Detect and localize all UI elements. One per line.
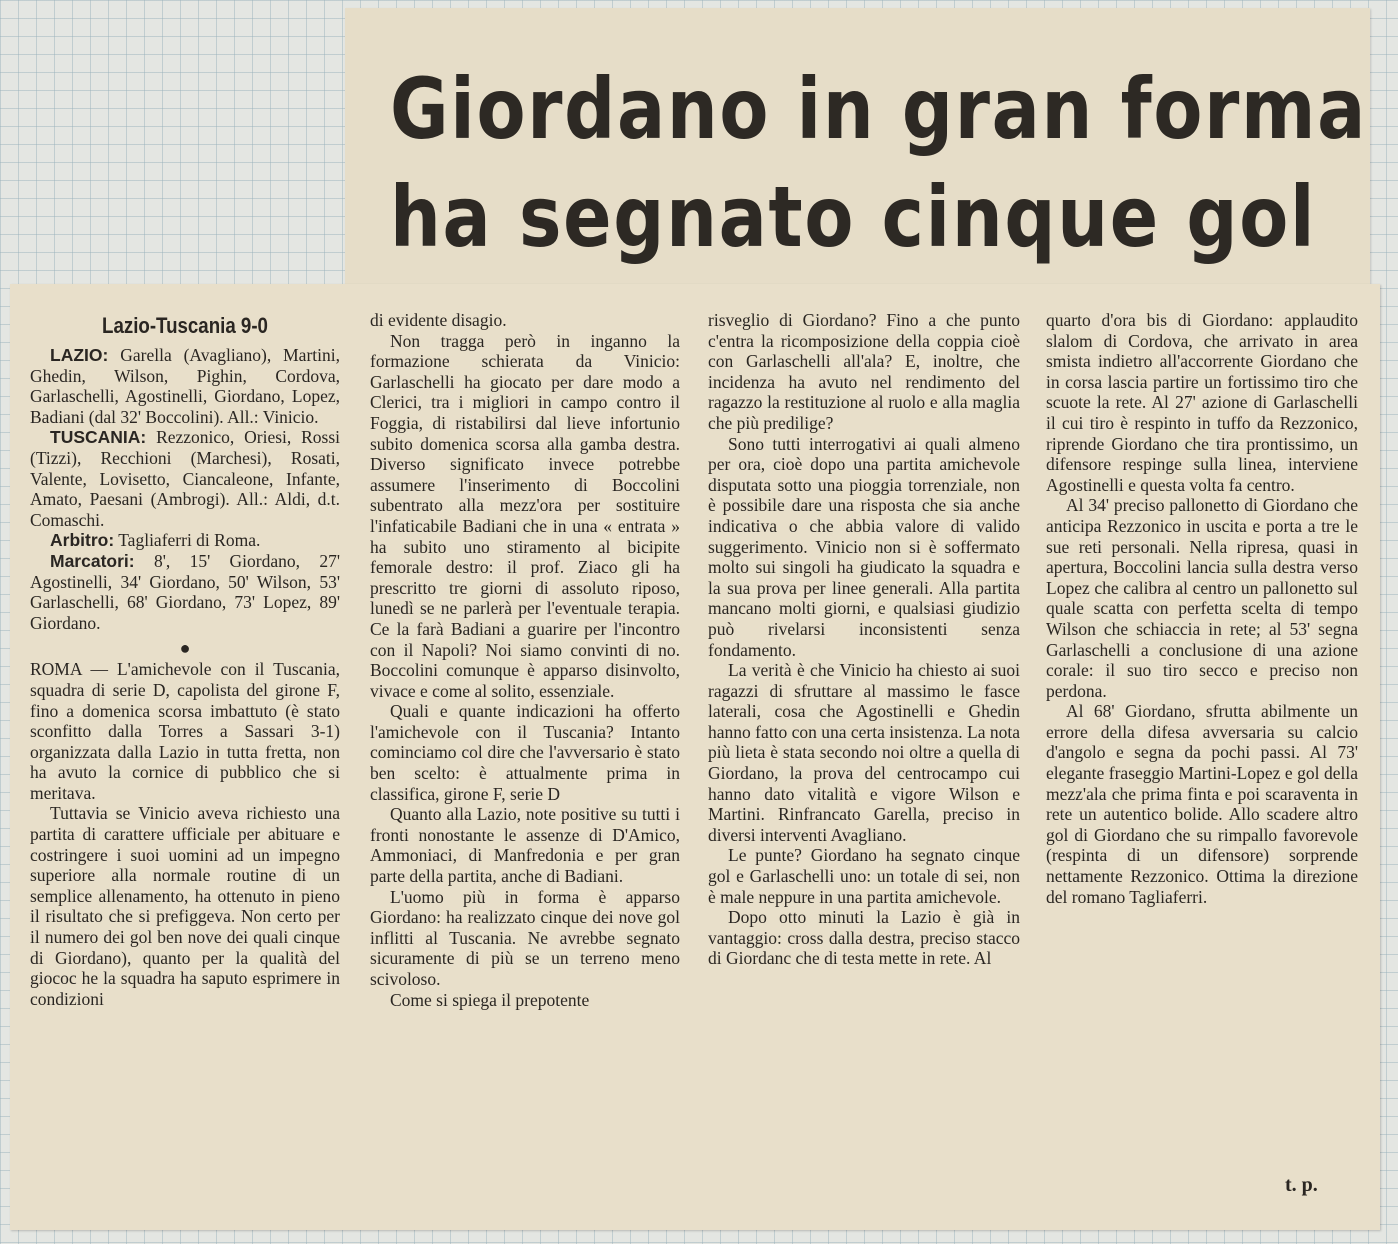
scorers-text: 8', 15' Giordano, 27' Agostinelli, 34' Giordano, 50' Wilson, 53' Garlaschelli, 68' Giordano, 73' Lopez, 89' Giordano. (30, 550, 341, 633)
scorers-label: Marcatori: (50, 550, 135, 571)
referee-text: Tagliaferri di Roma. (118, 530, 261, 551)
scorers (30, 551, 340, 633)
paragraph: Al 34' preciso pallonetto di Giordano che anticipa Rezzonico in uscita e porta a tre le sue reti personali. Nella ripresa, quasi in apertura, Boccolini lancia sulla destra verso Lopez che calibra al centro un pallonetto sul quale scatta con perfetta scelta di tempo Wilson che schiaccia in rete; al 53' segna Garlaschelli a conclusione di una azione corale: il suo tiro secco e preciso non perdona. (1046, 495, 1358, 701)
column-3 (708, 310, 1020, 969)
lazio-lineup-text: Garella (Avagliano), Martini, Ghedin, Wilson, Pighin, Cordova, Garlaschelli, Agostinelli, Giordano, Lopez, Badiani (dal 32' Boccolini). All.: Vinicio. (30, 345, 340, 427)
paragraph: Quali e quante indicazioni ha offerto l'amichevole con il Tuscania? Intanto cominciamo col dire che l'avversario è stato ben scelto: è attualmente prima in classifica, girone F, serie D (370, 701, 680, 804)
paragraph: risveglio di Giordano? Fino a che punto c'entra la ricomposizione della coppia cioè con Garlaschelli all'ala? E, inoltre, che incidenza ha avuto nel rendimento del ragazzo la restituzione al ruolo e alla maglia che più predilige? (708, 310, 1020, 433)
column-4 (1046, 310, 1358, 907)
referee (30, 530, 340, 551)
paragraph: Tuttavia se Vinicio aveva richiesto una partita di carattere ufficiale per abituare e costringere i suoi uomini ad un impegno superiore alla normale routine di un semplice allenamento, ha ottenuto in pieno il risultato che si prefiggeva. Non certo per il numero dei gol ben nove dei quali cinque di Giordano), quanto per la qualità del giococ he la squadra ha saputo esprimere in condizioni (30, 803, 340, 1009)
column-2 (370, 310, 680, 1010)
paragraph: Quanto alla Lazio, note positive su tutti i fronti nonostante le assenze di D'Amico, Ammoniaci, di Manfredonia e per gran parte della partita, anche di Badiani. (370, 804, 680, 887)
separator-bullet: ● (179, 638, 191, 659)
lineup-lazio (30, 345, 340, 427)
paragraph: quarto d'ora bis di Giordano: applaudito slalom di Cordova, che arrivato in area smista indietro all'accorrente Giordano che in corsa lascia partire un fortissimo tiro che scuote la rete. Al 27' azione di Garlaschelli il cui tiro è respinto in tuffo da Rezzonico, riprende Giordano che tira prontissimo, un difensore respinge sulla linea, interviene Agostinelli e questa volta fa centro. (1046, 310, 1358, 495)
paragraph: Le punte? Giordano ha segnato cinque gol e Garlaschelli uno: un totale di sei, non è male neppure in una partita amichevole. (708, 845, 1020, 907)
headline-line-1: Giordano in gran forma (390, 60, 1368, 158)
lineup-tuscania (30, 427, 340, 530)
paragraph: Sono tutti interrogativi ai quali almeno per ora, cioè dopo una partita amichevole disputata sotto una pioggia torrenziale, non è possibile dare una risposta che sia anche indicativa o che abbia valore di valido suggerimento. Vinicio non si è soffermato molto sui singoli ha giudicato la squadra e la sua prova per linee generali. Alla partita mancano molti giorni, e qualsiasi giudizio può rivelarsi inconsistenti senza fondamento. (708, 433, 1020, 660)
tuscania-label: TUSCANIA: (50, 427, 147, 448)
paragraph: Non tragga però in inganno la formazione schierata da Vinicio: Garlaschelli ha giocato per dare modo a Clerici, tra i migliori in campo contro il Foggia, di ristabilirsi dal lieve infortunio subito domenica scorsa alla gamba destra. Diverso significato invece potrebbe assumere l'inserimento di Boccolini subentrato alla mezz'ora per sostituire l'infaticabile Badiani che in una « entrata » ha subito uno stiramento al bicipite femorale destro: il prof. Ziaco gli ha prescritto tre giorni di assoluto riposo, lunedì se ne parlerà per l'eventuale terapia. Ce la farà Badiani a guarire per l'incontro con il Napoli? Noi siamo convinti di no. Boccolini comunque è apparso disinvolto, vivace e come al solito, essenziale. (370, 330, 680, 701)
referee-label: Arbitro: (50, 530, 115, 551)
paragraph: Al 68' Giordano, sfrutta abilmente un errore della difesa avversaria su calcio d'angolo e segna da pochi passi. Al 73' elegante fraseggio Martini-Lopez e gol della mezz'ala che prima finta e poi scaraventa in rete un autentico bolide. Allo scadere altro gol di Giordano che su rimpallo favorevole (respinta di un difensore) sorprende nettamente Rezzonico. Ottima la direzione del romano Tagliaferri. (1046, 701, 1358, 907)
headline-line-2: ha segnato cinque gol (390, 168, 1317, 266)
paragraph: Dopo otto minuti la Lazio è già in vantaggio: cross dalla destra, preciso stacco di Giordanc che di testa mette in rete. Al (708, 907, 1020, 969)
tuscania-lineup-text: Rezzonico, Oriesi, Rossi (Tizzi), Recchioni (Marchesi), Rosati, Valente, Lovisetto, Ciancaleone, Infante, Amato, Paesani (Ambrogi). All.: Aldi, d.t. Comaschi. (30, 427, 341, 530)
author-signature: t. p. (1285, 1174, 1318, 1196)
paragraph: Come si spiega il prepotente (390, 989, 590, 1010)
paragraph: La verità è che Vinicio ha chiesto ai suoi ragazzi di sfruttare al massimo le fasce laterali, cosa che Agostinelli e Ghedin hanno fatto con una certa insistenza. La nota più lieta è stata secondo noi oltre a quella di Giordano, la prova del centrocampo cui hanno dato vitalità e vigore Wilson e Martini. Rinfrancato Garella, preciso in diversi interventi Avagliano. (708, 660, 1020, 845)
headline (390, 55, 1368, 271)
lazio-label: LAZIO: (50, 345, 109, 365)
column-1 (30, 313, 340, 1009)
paragraph: L'uomo più in forma è apparso Giordano: ha realizzato cinque dei nove gol inflitti al Tuscania. Ne avrebbe segnato sicuramente di più se un terreno meno scivoloso. (370, 886, 680, 989)
paragraph: di evidente disagio. (370, 310, 507, 330)
score-title: Lazio-Tuscania 9-0 (102, 313, 268, 338)
paragraph: ROMA — L'amichevole con il Tuscania, squadra di serie D, capolista del girone F, fino a domenica scorsa imbattuto (è stato sconfitto dalla Torres a Sassari 3-1) organizzata dalla Lazio in tutta fretta, non ha avuto la cornice di pubblico che si meritava. (30, 659, 340, 803)
